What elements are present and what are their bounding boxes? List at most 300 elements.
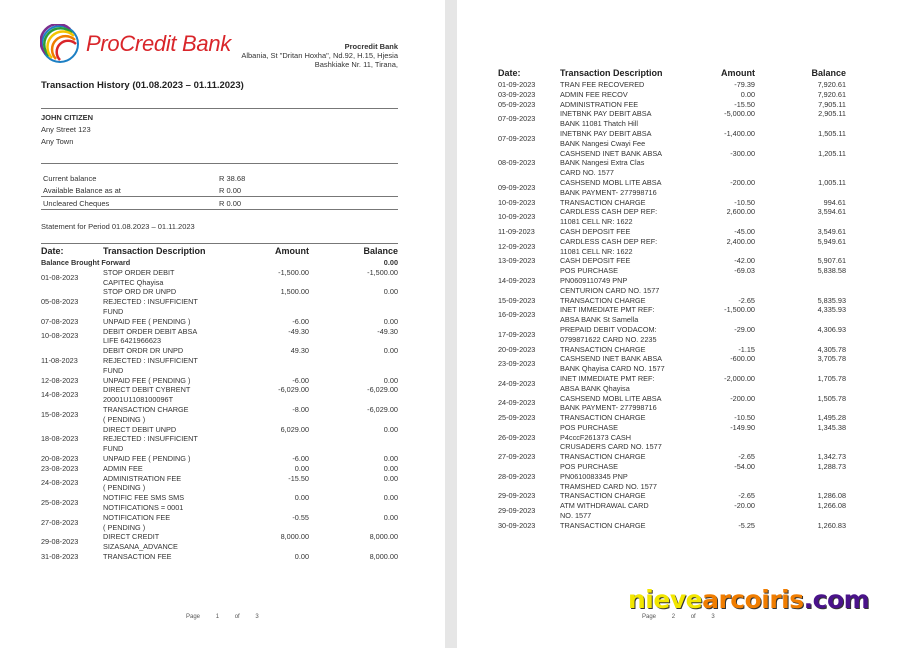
description-line: TRAN FEE RECOVERED <box>560 80 645 89</box>
transaction-description <box>560 413 692 423</box>
transaction-amount: 1,500.00 <box>280 287 309 297</box>
page-number: 2 <box>671 614 676 620</box>
description-line: TRANSACTION CHARGE <box>560 520 646 530</box>
transaction-date: 25-08-2023 <box>41 498 79 508</box>
description-line: NO. 1577 <box>560 511 592 521</box>
transaction-date: 08-09-2023 <box>498 158 536 168</box>
transaction-balance: 0.00 <box>383 512 398 522</box>
description-line: NOTIFICATION FEE <box>103 512 171 522</box>
description-line: PN0610083345 PNP <box>560 471 628 481</box>
transaction-date: 28-09-2023 <box>498 471 536 481</box>
page-total: 3 <box>255 614 259 620</box>
table-row <box>41 327 398 347</box>
divider <box>41 163 398 164</box>
transaction-description <box>560 296 692 306</box>
transaction-amount: -6.00 <box>292 453 309 463</box>
transaction-description <box>560 521 692 531</box>
transaction-description <box>560 501 692 521</box>
description-line: ( PENDING ) <box>103 483 146 493</box>
transaction-balance: 1,505.78 <box>817 393 846 403</box>
table-row <box>498 452 846 462</box>
description-line: INET IMMEDIATE PMT REF: <box>560 305 655 315</box>
description-line: CENTURION CARD NO. 1577 <box>560 285 660 295</box>
divider <box>41 209 398 210</box>
balance-brought-forward-row <box>41 258 398 268</box>
transaction-description <box>103 464 241 474</box>
table-row <box>41 513 398 533</box>
table-row <box>41 317 398 327</box>
description-line: CASH DEPOSIT FEE <box>560 226 631 236</box>
description-line: ( PENDING ) <box>103 414 146 424</box>
description-line: CARD NO. 1577 <box>560 168 614 178</box>
transaction-amount: 2,600.00 <box>726 207 755 217</box>
transaction-description <box>560 109 692 129</box>
header-date: Date: <box>41 246 64 256</box>
description-line: TRANSACTION CHARGE <box>560 491 646 501</box>
header-amount: Amount <box>275 246 309 256</box>
transaction-balance: 4,306.93 <box>817 324 846 334</box>
description-line: ADMINISTRATION FEE <box>103 473 182 483</box>
description-line: CAPITEC Qhayisa <box>103 277 164 287</box>
transaction-date: 12-09-2023 <box>498 241 536 251</box>
transaction-balance: 3,549.61 <box>817 226 846 236</box>
transaction-balance: 0.00 <box>383 424 398 434</box>
transaction-date: 07-08-2023 <box>41 316 79 326</box>
transaction-amount: -49.30 <box>288 326 309 336</box>
transaction-balance: 0.00 <box>383 287 398 297</box>
transaction-balance: 4,335.93 <box>817 305 846 315</box>
description-line: SIZASANA_ADVANCE <box>103 542 178 552</box>
transaction-balance: 2,905.11 <box>818 109 846 119</box>
description-line: LIFE 6421966623 <box>103 336 162 346</box>
transaction-date: 05-09-2023 <box>498 99 536 109</box>
transaction-balance: 994.61 <box>823 197 846 207</box>
description-line: BANK Qhayisa CARD NO. 1577 <box>560 364 665 374</box>
transaction-balance: 0.00 <box>383 375 398 385</box>
balance-label: Current balance <box>43 174 97 183</box>
description-line: ABSA BANK St Samella <box>560 315 639 325</box>
transaction-amount: -15.50 <box>734 99 755 109</box>
transaction-amount: -600.00 <box>730 354 755 364</box>
table-row <box>498 80 846 90</box>
transaction-amount: -200.00 <box>730 393 755 403</box>
transaction-table-page-2 <box>498 68 846 531</box>
transaction-amount: -6.00 <box>292 375 309 385</box>
transaction-amount: -54.00 <box>734 462 755 472</box>
description-line: UNPAID FEE ( PENDING ) <box>103 453 191 463</box>
description-line: STOP ORD DR UNPD <box>103 287 177 297</box>
transaction-amount: 8,000.00 <box>280 532 309 542</box>
transaction-description <box>560 149 692 178</box>
transaction-amount: -2,000.00 <box>724 373 755 383</box>
transaction-balance: 1,495.28 <box>817 413 846 423</box>
table-row <box>498 256 846 266</box>
customer-street: Any Street 123 <box>41 125 91 134</box>
description-line: FUND <box>103 444 124 454</box>
transaction-amount: -2.65 <box>738 452 755 462</box>
transaction-table-page-1 <box>41 246 398 562</box>
transaction-amount: -69.03 <box>734 266 755 276</box>
transaction-date: 29-09-2023 <box>498 506 536 516</box>
bank-address-block <box>241 42 398 69</box>
description-line: FUND <box>103 365 124 375</box>
description-line: 11081 CELL NR: 1622 <box>560 217 633 227</box>
transaction-balance: 8,000.00 <box>369 532 398 542</box>
transaction-description <box>103 317 241 327</box>
table-row <box>498 227 846 237</box>
description-line: TRANSACTION CHARGE <box>103 404 189 414</box>
bank-name: Procredit Bank <box>344 42 398 51</box>
description-line: ATM WITHDRAWAL CARD <box>560 501 649 511</box>
transaction-date: 25-09-2023 <box>498 413 536 423</box>
transaction-date: 15-08-2023 <box>41 409 79 419</box>
description-line: REJECTED : INSUFFICIENT <box>103 355 198 365</box>
description-line: REJECTED : INSUFFICIENT <box>103 297 198 307</box>
transaction-date: 31-08-2023 <box>41 551 79 561</box>
description-line: TRANSACTION CHARGE <box>560 197 646 207</box>
description-line: INETBNK PAY DEBIT ABSA <box>560 128 652 138</box>
transaction-description <box>103 513 241 533</box>
page-gutter <box>445 0 457 648</box>
transaction-date: 12-08-2023 <box>41 375 79 385</box>
transaction-date: 24-08-2023 <box>41 478 79 488</box>
transaction-amount: -29.00 <box>734 324 755 334</box>
customer-block <box>41 112 93 148</box>
balance-value: R 0.00 <box>219 186 242 195</box>
transaction-description <box>560 423 692 452</box>
description-line: CARDLESS CASH DEP REF: <box>560 207 658 217</box>
table-row <box>498 90 846 100</box>
transaction-date: 30-09-2023 <box>498 520 536 530</box>
table-row <box>498 178 846 198</box>
bank-address-line-1: Albania, St "Dritan Hoxha", Nd.92, H.15, Hjesia <box>241 51 398 60</box>
description-line: 11081 CELL NR: 1622 <box>560 246 633 256</box>
description-line: PN0609110749 PNP <box>560 275 628 285</box>
table-row <box>498 198 846 208</box>
transaction-date: 10-08-2023 <box>41 331 79 341</box>
table-header-row <box>498 68 846 80</box>
transaction-description <box>560 100 692 110</box>
balance-brought-forward-value: 0.00 <box>383 258 398 267</box>
transaction-balance: 1,345.38 <box>817 422 846 432</box>
transaction-description <box>103 552 241 562</box>
header-balance: Balance <box>363 246 398 256</box>
transaction-balance: 5,949.61 <box>817 236 846 246</box>
transaction-amount: -5,000.00 <box>724 109 755 119</box>
bank-logo-text: ProCredit Bank <box>86 31 231 56</box>
description-line: CASHSEND MOBL LITE ABSA <box>560 177 662 187</box>
transaction-date: 03-09-2023 <box>498 89 536 99</box>
table-row <box>41 346 398 375</box>
transaction-description <box>103 376 241 386</box>
transaction-balance: -6,029.00 <box>367 385 398 395</box>
transaction-date: 11-09-2023 <box>498 226 535 236</box>
transaction-date: 17-09-2023 <box>498 329 536 339</box>
table-row <box>41 532 398 552</box>
page-footer <box>642 614 715 620</box>
header-balance: Balance <box>811 68 846 78</box>
transaction-balance: 1,705.78 <box>817 373 846 383</box>
transaction-amount: -20.00 <box>734 501 755 511</box>
table-row <box>41 464 398 474</box>
transaction-balance: 0.00 <box>383 316 398 326</box>
of-label: of <box>690 614 696 620</box>
table-row <box>41 405 398 425</box>
page-label: Page <box>642 614 657 620</box>
transaction-balance: 0.00 <box>383 493 398 503</box>
transaction-balance: 0.00 <box>383 453 398 463</box>
table-row <box>498 109 846 129</box>
description-line: NOTIFIC FEE SMS SMS <box>103 493 185 503</box>
table-row <box>498 129 846 149</box>
transaction-description <box>103 425 241 454</box>
description-line: ABSA BANK Qhayisa <box>560 383 630 393</box>
description-line: UNPAID FEE ( PENDING ) <box>103 375 191 385</box>
header-description: Transaction Description <box>560 68 663 78</box>
table-row <box>41 454 398 464</box>
table-row <box>498 345 846 355</box>
transaction-balance: 3,705.78 <box>817 354 846 364</box>
transaction-amount: -8.00 <box>292 404 309 414</box>
description-line: INET IMMEDIATE PMT REF: <box>560 373 655 383</box>
transaction-description <box>560 345 692 355</box>
description-line: PREPAID DEBIT VODACOM: <box>560 324 657 334</box>
transaction-date: 10-09-2023 <box>498 212 536 222</box>
transaction-date: 09-09-2023 <box>498 182 536 192</box>
transaction-description <box>560 462 692 491</box>
table-row <box>498 305 846 325</box>
page-total: 3 <box>711 614 715 620</box>
transaction-description <box>560 90 692 100</box>
transaction-amount: -149.90 <box>730 422 755 432</box>
description-line: DIRECT CREDIT <box>103 532 160 542</box>
description-line: POS PURCHASE <box>560 422 618 432</box>
transaction-amount: 0.00 <box>740 89 755 99</box>
table-row <box>41 385 398 405</box>
transaction-description <box>560 374 692 394</box>
transaction-description <box>560 305 692 325</box>
transaction-date: 23-09-2023 <box>498 359 536 369</box>
table-row <box>498 100 846 110</box>
transaction-balance: 1,342.73 <box>817 452 846 462</box>
transaction-amount: -2.65 <box>738 295 755 305</box>
transaction-balance: 5,907.61 <box>817 256 846 266</box>
description-line: TRAMSHED CARD NO. 1577 <box>560 481 657 491</box>
transaction-amount: -1,500.00 <box>278 267 309 277</box>
transaction-balance: -49.30 <box>377 326 398 336</box>
table-row <box>498 413 846 423</box>
transaction-description <box>103 454 241 464</box>
table-row <box>498 354 846 374</box>
transaction-balance: 1,505.11 <box>818 128 846 138</box>
transaction-amount: -5.25 <box>738 520 755 530</box>
transaction-amount: -1,500.00 <box>724 305 755 315</box>
description-line: CASHSEND INET BANK ABSA <box>560 354 663 364</box>
transaction-description <box>103 385 241 405</box>
table-row <box>498 266 846 295</box>
procredit-rainbow-icon <box>40 24 80 64</box>
transaction-date: 24-09-2023 <box>498 398 536 408</box>
description-line: FUND <box>103 306 124 316</box>
transaction-date: 01-09-2023 <box>498 80 536 89</box>
transaction-description <box>560 237 692 257</box>
customer-name: JOHN CITIZEN <box>41 113 94 122</box>
divider <box>41 243 398 244</box>
table-row <box>41 474 398 494</box>
transaction-description <box>560 452 692 462</box>
transaction-amount: -10.50 <box>734 197 755 207</box>
balance-brought-forward-label: Balance Brought Forward <box>41 258 131 267</box>
transaction-date: 18-08-2023 <box>41 434 79 444</box>
transaction-date: 26-09-2023 <box>498 432 536 442</box>
table-row <box>498 237 846 257</box>
transaction-description <box>103 327 241 347</box>
watermark-part-3: .com <box>803 585 870 614</box>
header-amount: Amount <box>721 68 755 78</box>
transaction-balance: 1,005.11 <box>818 177 846 187</box>
transaction-description <box>560 198 692 208</box>
transaction-description <box>560 207 692 227</box>
transaction-amount: 0.00 <box>294 493 309 503</box>
transaction-description <box>560 227 692 237</box>
description-line: 20001U1108100096T <box>103 395 174 405</box>
transaction-description <box>560 354 692 374</box>
transaction-amount: -15.50 <box>288 473 309 483</box>
description-line: TRANSACTION FEE <box>103 551 172 561</box>
transaction-amount: 6,029.00 <box>280 424 309 434</box>
transaction-balance: -6,029.00 <box>367 404 398 414</box>
transaction-balance: 1,260.83 <box>817 520 846 530</box>
transaction-date: 24-09-2023 <box>498 378 536 388</box>
transaction-amount: 49.30 <box>290 346 309 356</box>
transaction-date: 07-09-2023 <box>498 114 536 124</box>
page-footer <box>186 614 259 620</box>
bank-address-line-2: Bashkiake Nr. 11, Tirana, <box>314 60 398 69</box>
transaction-date: 13-09-2023 <box>498 256 536 266</box>
transaction-description <box>560 178 692 198</box>
transaction-amount: 2,400.00 <box>726 236 755 246</box>
transaction-description <box>560 394 692 414</box>
description-line: BANK PAYMENT- 277998716 <box>560 187 657 197</box>
divider <box>41 108 398 109</box>
description-line: BANK 11081 Thatch Hill <box>560 119 639 129</box>
transaction-description <box>560 256 692 266</box>
transaction-date: 27-08-2023 <box>41 517 79 527</box>
transaction-description <box>103 474 241 494</box>
description-line: UNPAID FEE ( PENDING ) <box>103 316 191 326</box>
description-line: DIRECT DEBIT UNPD <box>103 424 177 434</box>
transaction-date: 20-09-2023 <box>498 344 536 354</box>
transaction-description <box>560 325 692 345</box>
transaction-balance: 7,920.61 <box>817 89 846 99</box>
transaction-amount: -1,400.00 <box>724 128 755 138</box>
transaction-date: 16-09-2023 <box>498 310 536 320</box>
description-line: POS PURCHASE <box>560 266 618 276</box>
description-line: ADMIN FEE RECOV <box>560 89 628 99</box>
transaction-balance: 7,920.61 <box>817 80 846 89</box>
of-label: of <box>234 614 240 620</box>
description-line: DEBIT ORDR DR UNPD <box>103 346 184 356</box>
transaction-amount: -2.65 <box>738 491 755 501</box>
description-line: STOP ORDER DEBIT <box>103 267 175 277</box>
table-row <box>498 462 846 491</box>
description-line: ADMIN FEE <box>103 463 143 473</box>
page-number: 1 <box>215 614 220 620</box>
bank-logo <box>40 24 231 64</box>
header-description: Transaction Description <box>103 246 206 256</box>
description-line: CASH DEPOSIT FEE <box>560 256 631 266</box>
transaction-amount: -42.00 <box>734 256 755 266</box>
description-line: TRANSACTION CHARGE <box>560 295 646 305</box>
description-line: NOTIFICATIONS = 0001 <box>103 502 184 512</box>
balance-value: R 0.00 <box>219 199 242 208</box>
transaction-balance: 0.00 <box>383 346 398 356</box>
statement-title: Transaction History (01.08.2023 – 01.11.2023) <box>41 80 244 91</box>
transaction-date: 07-09-2023 <box>498 133 536 143</box>
transaction-date: 10-09-2023 <box>498 197 536 207</box>
transaction-balance: 1,266.08 <box>817 501 846 511</box>
transaction-amount: -10.50 <box>734 413 755 423</box>
description-line: INETBNK PAY DEBIT ABSA <box>560 109 652 119</box>
transaction-balance: 7,905.11 <box>818 99 846 109</box>
table-row <box>498 374 846 394</box>
customer-town: Any Town <box>41 137 74 146</box>
watermark-part-1: nieve <box>628 585 703 614</box>
header-date: Date: <box>498 68 521 78</box>
table-row <box>498 423 846 452</box>
table-row <box>498 394 846 414</box>
transaction-balance: 1,286.08 <box>817 491 846 501</box>
transaction-description <box>103 405 241 425</box>
transaction-date: 20-08-2023 <box>41 453 79 463</box>
table-row <box>498 501 846 521</box>
statement-period: Statement for Period 01.08.2023 – 01.11.2023 <box>41 222 195 231</box>
description-line: TRANSACTION CHARGE <box>560 344 646 354</box>
transaction-amount: -6,029.00 <box>278 385 309 395</box>
transaction-date: 14-09-2023 <box>498 275 536 285</box>
transaction-description <box>103 532 241 552</box>
description-line: POS PURCHASE <box>560 462 618 472</box>
table-row <box>498 521 846 531</box>
table-row <box>41 376 398 386</box>
transaction-description <box>103 287 241 316</box>
transaction-date: 01-08-2023 <box>41 272 79 282</box>
watermark-logo <box>628 585 869 614</box>
transaction-date: 23-08-2023 <box>41 463 79 473</box>
transaction-date: 05-08-2023 <box>41 297 79 307</box>
table-row <box>41 552 398 562</box>
transaction-balance: 4,305.78 <box>817 344 846 354</box>
transaction-amount: -6.00 <box>292 316 309 326</box>
transaction-balance: 3,594.61 <box>817 207 846 217</box>
table-row <box>498 149 846 178</box>
description-line: BANK PAYMENT- 277998716 <box>560 403 657 413</box>
table-row <box>41 493 398 513</box>
transaction-amount: -45.00 <box>734 226 755 236</box>
description-line: REJECTED : INSUFFICIENT <box>103 434 198 444</box>
transaction-date: 29-08-2023 <box>41 537 79 547</box>
watermark-part-2: arcoiris <box>702 585 804 614</box>
table-row <box>498 325 846 345</box>
description-line: BANK Nangesi Cwayi Fee <box>560 138 646 148</box>
transaction-balance: 8,000.00 <box>369 551 398 561</box>
description-line: CASHSEND MOBL LITE ABSA <box>560 393 662 403</box>
transaction-description <box>560 129 692 149</box>
description-line: TRANSACTION CHARGE <box>560 413 646 423</box>
description-line: BANK Nangesi Extra Clas <box>560 158 645 168</box>
transaction-balance: 0.00 <box>383 473 398 483</box>
page-label: Page <box>186 614 201 620</box>
